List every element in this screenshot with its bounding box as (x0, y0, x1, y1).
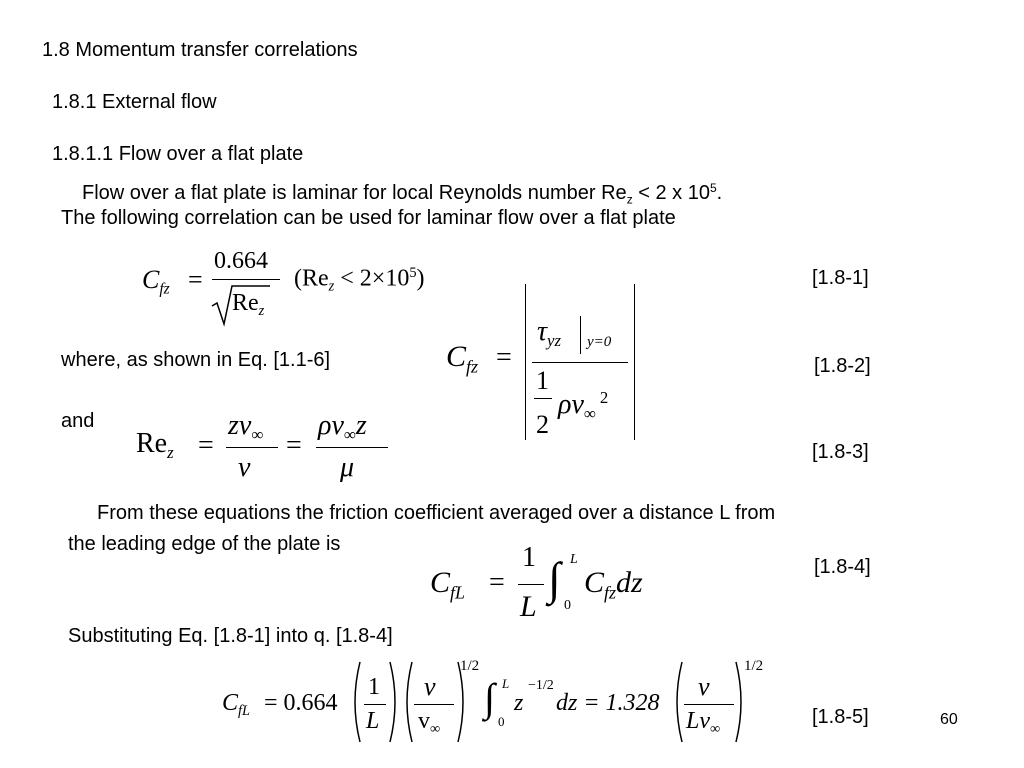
eq3-fraction-bar-2 (316, 447, 388, 448)
left-paren-icon (402, 660, 414, 744)
eq1-numerator: 0.664 (214, 248, 268, 274)
eq5-f2-bar (414, 704, 454, 705)
eq3-den1: ν (238, 452, 251, 483)
eq2-fraction-bar (532, 362, 628, 363)
eq5-lower: 0 (498, 714, 505, 729)
eq5-dz-result: dz = 1.328 (556, 690, 660, 716)
eq5-f1-bar (364, 704, 386, 705)
eq5-f2-den: $v_\infty$ (418, 708, 441, 738)
paragraph-averaged-line1: From these equations the friction coefficient averaged over a distance L from (97, 502, 776, 524)
eq1-fraction-bar (212, 279, 280, 280)
integral-icon: ∫ (548, 553, 561, 604)
eq2-eval-sub: y=0 (587, 334, 612, 350)
eq1-condition: $(Re_z < 2\times 10^5)$ (294, 265, 425, 295)
heading-subsubsection: 1.8.1.1 Flow over a flat plate (52, 143, 304, 165)
right-paren-icon (388, 660, 400, 744)
eq4-integrand: $C_{fz}dz$ (584, 566, 643, 603)
eq5-f1-num: 1 (368, 674, 380, 700)
eq5-z: z (514, 690, 524, 716)
label-substituting: Substituting Eq. [1.8-1] into q. [1.8-4] (68, 625, 393, 647)
eq1-lhs: $C_{fz}$ (142, 265, 170, 298)
heading-section: 1.8 Momentum transfer correlations (42, 39, 358, 61)
integral-icon: ∫ (484, 675, 495, 720)
eq4-upper: L (570, 552, 578, 567)
eq3-den2: μ (340, 452, 355, 483)
left-paren-icon (350, 660, 362, 744)
eq5-lhs: $C_{fL}$ (222, 690, 251, 720)
label-where: where, as shown in Eq. [1.1-6] (61, 349, 331, 371)
eq3-num1: $zv_\infty$ (228, 410, 264, 444)
eq5-power-2: 1/2 (744, 658, 764, 674)
page-number: 60 (940, 711, 958, 728)
eq5-upper: L (502, 676, 510, 691)
equation-number-3: [1.8-3] (812, 441, 869, 463)
eq1-equals: = (188, 265, 203, 294)
eq2-lhs: $C_{fz}$ (446, 340, 479, 377)
eq5-f1-den: L (366, 708, 380, 734)
eq3-lhs: $Re_z$ (136, 428, 174, 462)
eq2-rho-v: $\rho v_\infty^2$ (558, 388, 609, 423)
paragraph-averaged-line2: the leading edge of the plate is (68, 533, 341, 555)
paragraph-laminar-line1: Flow over a flat plate is laminar for local Reynolds number $Re_z < 2$ x $10^5$. (82, 181, 723, 207)
label-and: and (61, 410, 95, 432)
left-paren-icon (672, 660, 684, 744)
eq5-z-exp: −1/2 (528, 678, 554, 693)
eq4-den: L (520, 590, 537, 623)
eq4-equals: = (489, 567, 505, 598)
eq5-power-1: 1/2 (460, 658, 480, 674)
eq1-denominator: $Re_z$ (232, 290, 265, 320)
eq5-f3-num: ν (698, 672, 710, 701)
eq2-half-den: 2 (536, 410, 549, 439)
equation-number-5: [1.8-5] (812, 706, 869, 728)
sqrt-icon (210, 284, 234, 326)
eq4-lhs: $C_{fL}$ (430, 566, 466, 603)
eq2-equals: = (496, 342, 512, 373)
eq2-eval-bar (580, 316, 581, 354)
equation-number-4: [1.8-4] (814, 556, 871, 578)
equation-number-2: [1.8-2] (814, 355, 871, 377)
eq5-coef: = 0.664 (264, 690, 338, 716)
eq2-abs-left (525, 284, 526, 440)
eq2-abs-right (634, 284, 635, 440)
eq3-equals-2: = (286, 430, 302, 461)
eq4-fraction-bar (518, 584, 544, 585)
eq4-num: 1 (522, 542, 536, 573)
paragraph-laminar-line2: The following correlation can be used for laminar flow over a flat plate (61, 207, 676, 229)
eq2-half-num: 1 (536, 366, 549, 395)
eq5-f3-den: $Lv_\infty$ (686, 708, 721, 738)
eq2-half-bar (534, 398, 552, 399)
heading-subsection: 1.8.1 External flow (52, 91, 217, 113)
eq5-f3-bar (684, 704, 734, 705)
eq5-f2-num: ν (424, 672, 436, 701)
eq3-num2: $\rho v_\infty z$ (318, 410, 367, 444)
equation-number-1: [1.8-1] (812, 267, 869, 289)
eq3-equals: = (198, 430, 214, 461)
eq3-fraction-bar-1 (226, 447, 278, 448)
eq2-tau: $\tau_{yz}$ (537, 316, 562, 350)
eq4-lower: 0 (564, 598, 571, 613)
